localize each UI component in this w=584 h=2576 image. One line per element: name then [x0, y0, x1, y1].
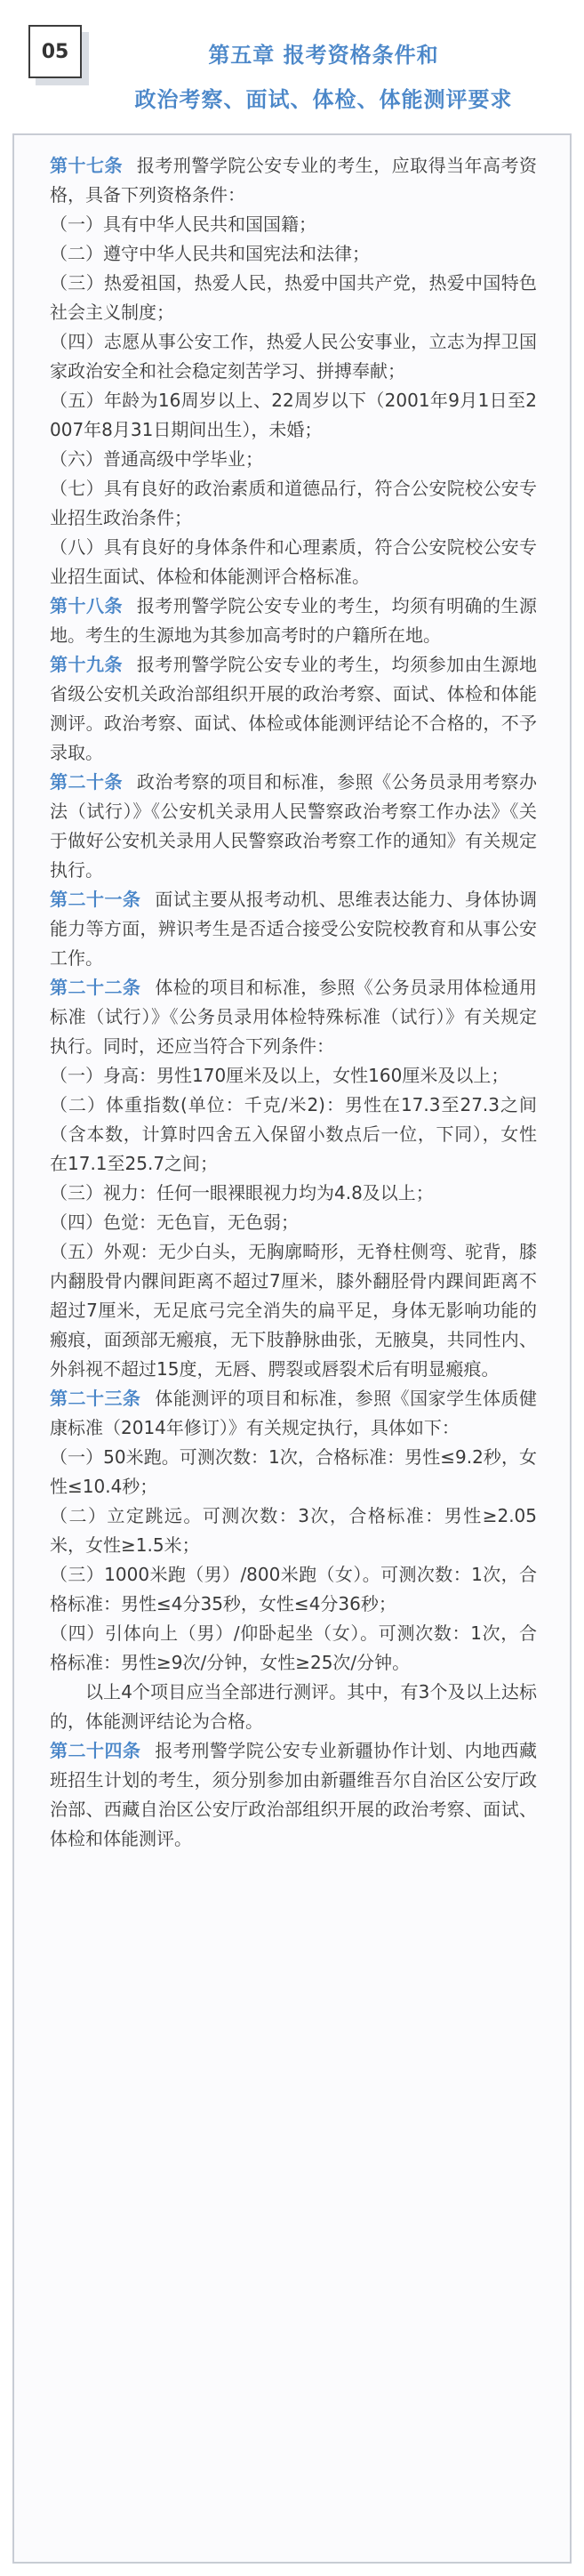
article-20 — [50, 768, 537, 885]
article-list — [50, 151, 537, 1854]
article-21 — [50, 885, 537, 973]
article-number: 第二十二条 — [50, 977, 141, 998]
article-17 — [50, 151, 537, 210]
article-text: 面试主要从报考动机、思维表达能力、身体协调能力等方面，辨识考生是否适合接受公安院校教育和从事公安工作。 — [50, 889, 538, 969]
article-number: 第二十条 — [50, 771, 123, 793]
list-item: （二）遵守中华人民共和国宪法和法律； — [50, 243, 370, 264]
article-text: 报考刑警学院公安专业的考生，均须参加由生源地省级公安机关政治部组织开展的政治考察、面试、体检和体能测评。政治考察、面试、体检或体能测评结论不合格的，不予录取。 — [50, 654, 538, 763]
article-number: 第二十一条 — [50, 889, 141, 910]
article-22 — [50, 973, 537, 1061]
article-24 — [50, 1736, 537, 1854]
article-text: 体检的项目和标准，参照《公务员录用体检通用标准（试行）》《公务员录用体检特殊标准（试行）》有关规定执行。同时，还应当符合下列条件： — [50, 977, 538, 1057]
article-number: 第十八条 — [50, 595, 123, 616]
list-item: （二）体重指数(单位：千克/米2)：男性在17.3至27.3之间（含本数，计算时四舍五入保留小数点后一位，下同），女性在17.1至25.7之间； — [50, 1094, 537, 1174]
list-item: （八）具有良好的身体条件和心理素质，符合公安院校公安专业招生面试、体检和体能测评合格标准。 — [50, 536, 537, 587]
list-item: （三）热爱祖国，热爱人民，热爱中国共产党，热爱中国特色社会主义制度； — [50, 272, 537, 323]
list-item: （三）1000米跑（男）/800米跑（女）。可测次数：1次，合格标准：男性≤4分35秒，女性≤4分36秒； — [50, 1564, 537, 1614]
list-item: （二）立定跳远。可测次数：3次，合格标准：男性≥2.05米，女性≥1.5米； — [50, 1505, 537, 1556]
article-text: 政治考察的项目和标准，参照《公务员录用考察办法（试行）》《公安机关录用人民警察政治考察工作办法》《关于做好公安机关录用人民警察政治考察工作的通知》有关规定执行。 — [50, 771, 538, 881]
article-text: 报考刑警学院公安专业的考生，均须有明确的生源地。考生的生源地为其参加高考时的户籍所在地。 — [50, 595, 538, 646]
list-item: （一）50米跑。可测次数：1次，合格标准：男性≤9.2秒，女性≤10.4秒； — [50, 1446, 537, 1497]
frame-bottom-border — [12, 2562, 572, 2564]
chapter-title-line2: 政治考察、面试、体检、体能测评要求 — [134, 87, 513, 112]
article-number: 第二十三条 — [50, 1388, 141, 1409]
list-item: （四）志愿从事公安工作，热爱人民公安事业，立志为捍卫国家政治安全和社会稳定刻苦学习、拼搏奉献； — [50, 331, 537, 382]
article-text: 体能测评的项目和标准，参照《国家学生体质健康标准（2014年修订）》有关规定执行，具体如下： — [50, 1388, 538, 1438]
article-text: 报考刑警学院公安专业新疆协作计划、内地西藏班招生计划的考生，须分别参加由新疆维吾尔自治区公安厅政治部、西藏自治区公安厅政治部组织开展的政治考察、面试、体检和体能测评。 — [50, 1740, 538, 1849]
article-note: 以上4个项目应当全部进行测评。其中，有3个及以上达标的，体能测评结论为合格。 — [50, 1681, 537, 1732]
frame-top-border — [12, 133, 572, 135]
list-item: （三）视力：任何一眼裸眼视力均为4.8及以上； — [50, 1182, 434, 1203]
list-item: （五）外观：无少白头，无胸廓畸形，无脊柱侧弯、驼背，膝内翻股骨内髁间距离不超过7厘米，膝外翻胫骨内踝间距离不超过7厘米，无足底弓完全消失的扁平足，身体无影响功能的瘢痕，面颈部无瘢痕，无下肢静脉曲张，无腋臭，共同性内、外斜视不超过15度，无唇、腭裂或唇裂术后有明显瘢痕。 — [50, 1241, 537, 1380]
article-19 — [50, 650, 537, 768]
article-text: 报考刑警学院公安专业的考生，应取得当年高考资格，具备下列资格条件： — [50, 155, 538, 205]
list-item: （一）具有中华人民共和国国籍； — [50, 213, 316, 235]
list-item: （四）色觉：无色盲，无色弱； — [50, 1212, 299, 1233]
list-item: （五）年龄为16周岁以上、22周岁以下（2001年9月1日至2007年8月31日期间出生），未婚； — [50, 390, 537, 440]
article-18 — [50, 592, 537, 650]
chapter-header — [0, 0, 584, 120]
article-number: 第十九条 — [50, 654, 123, 675]
list-item: （六）普通高级中学毕业； — [50, 448, 263, 470]
article-number: 第十七条 — [50, 155, 123, 176]
list-item: （一）身高：男性170厘米及以上，女性160厘米及以上； — [50, 1065, 509, 1086]
article-number: 第二十四条 — [50, 1740, 141, 1761]
chapter-title-line1: 第五章 报考资格条件和 — [208, 43, 439, 68]
list-item: （七）具有良好的政治素质和道德品行，符合公安院校公安专业招生政治条件； — [50, 478, 537, 528]
article-23 — [50, 1384, 537, 1443]
list-item: （四）引体向上（男）/仰卧起坐（女）。可测次数：1次，合格标准：男性≥9次/分钟，女性≥25次/分钟。 — [50, 1622, 537, 1673]
chapter-number-badge: 05 — [28, 25, 82, 78]
